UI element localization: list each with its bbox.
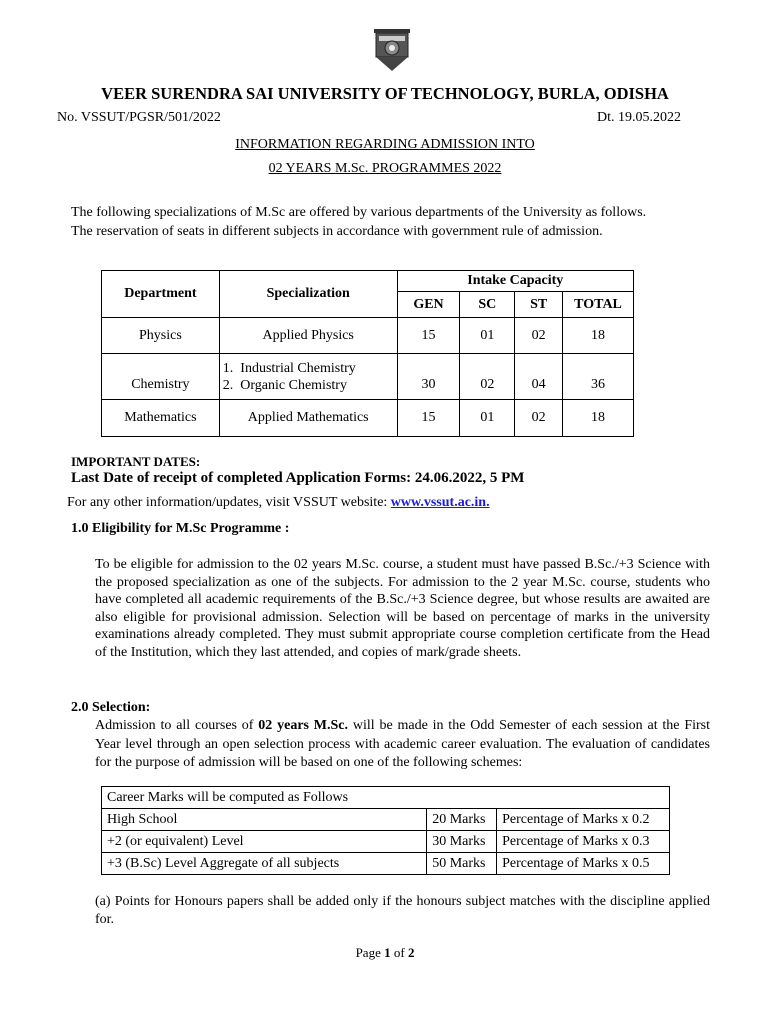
honours-note: (a) Points for Honours papers shall be added only if the honours subject matches with the discipline applied for.: [95, 894, 710, 927]
page-word: Page: [355, 945, 385, 960]
header-department: Department: [102, 271, 220, 318]
career-marks-table: [101, 786, 670, 875]
specialization-cell: Applied Mathematics: [219, 400, 397, 437]
table-row: [102, 831, 670, 853]
marks-cell: 50 Marks: [427, 853, 497, 875]
department-cell: Chemistry: [102, 354, 220, 400]
selection-text-after: will be made in the Odd Semester of each session at the First Year level through an open selection process with academic career evaluation. The evaluation of candidates for the purpose of admission will be based on one of the following schemes:: [95, 718, 711, 770]
sc-cell: 01: [460, 400, 515, 437]
formula-cell: Percentage of Marks x 0.3: [497, 831, 670, 853]
notice-subheading: 02 YEARS M.Sc. PROGRAMMES 2022: [268, 161, 502, 176]
department-cell: Mathematics: [102, 400, 220, 437]
table-row: [102, 809, 670, 831]
header-sc: SC: [460, 292, 515, 318]
selection-paragraph: [95, 717, 710, 773]
specialization-item: 1. Industrial Chemistry: [222, 360, 356, 376]
st-cell: 02: [515, 400, 563, 437]
selection-text-before: Admission to all courses of: [95, 718, 259, 733]
level-cell: +3 (B.Sc) Level Aggregate of all subjects: [102, 853, 427, 875]
marks-cell: 20 Marks: [427, 809, 497, 831]
st-cell: 04: [515, 354, 563, 400]
eligibility-paragraph: To be eligible for admission to the 02 years M.Sc. course, a student must have passed B.Sc./+3 Science with the proposed specialization as one of the subjects. For admission to the 2 year M.Sc. course, students who have completed all academic requirements of the B.Sc./+3 Science degree, but whose results are awaited are also eligible for provisional admission. Selection will be based on percentage of marks in the university examinations already completed. They must submit appropriate course completion certificate from the Head of the Institution, which they last attended, and copies of mark/grade sheets.: [95, 557, 710, 660]
last-date-line: Last Date of receipt of completed Application Forms: 24.06.2022, 5 PM: [71, 470, 525, 486]
website-info-line: [67, 495, 490, 511]
sc-cell: 01: [460, 318, 515, 354]
sc-cell: 02: [460, 354, 515, 400]
table-row: [102, 318, 634, 354]
specialization-table: [101, 270, 634, 437]
page-current: 1: [384, 945, 391, 960]
header-total: TOTAL: [563, 292, 634, 318]
eligibility-heading: 1.0 Eligibility for M.Sc Programme :: [71, 521, 290, 536]
st-cell: 02: [515, 318, 563, 354]
page-of: of: [390, 945, 408, 960]
gen-cell: 15: [397, 400, 460, 437]
formula-cell: Percentage of Marks x 0.5: [497, 853, 670, 875]
specialization-cell: [219, 354, 397, 400]
marks-table-header: Career Marks will be computed as Follows: [102, 787, 670, 809]
reference-number: No. VSSUT/PGSR/501/2022: [57, 110, 221, 125]
department-cell: Physics: [102, 318, 220, 354]
gen-cell: 15: [397, 318, 460, 354]
table-row: [102, 853, 670, 875]
intro-line-1: The following specializations of M.Sc are offered by various departments of the University as follows.: [71, 205, 647, 220]
total-cell: 18: [563, 400, 634, 437]
selection-heading: 2.0 Selection:: [71, 700, 151, 715]
gen-cell: 30: [397, 354, 460, 400]
page-number: [0, 945, 770, 961]
page-total: 2: [407, 945, 415, 960]
important-dates-label: IMPORTANT DATES:: [71, 454, 201, 469]
university-emblem-icon: [372, 27, 412, 73]
specialization-item: 2. Organic Chemistry: [222, 377, 347, 393]
header-st: ST: [515, 292, 563, 318]
header-intake-capacity: Intake Capacity: [397, 271, 633, 292]
selection-text-bold: 02 years M.Sc.: [258, 718, 349, 733]
university-title: VEER SURENDRA SAI UNIVERSITY OF TECHNOLOGY, BURLA, ODISHA: [101, 84, 669, 103]
formula-cell: Percentage of Marks x 0.2: [497, 809, 670, 831]
table-row: [102, 400, 634, 437]
marks-cell: 30 Marks: [427, 831, 497, 853]
level-cell: High School: [102, 809, 427, 831]
notice-date: Dt. 19.05.2022: [597, 110, 681, 125]
website-link[interactable]: www.vssut.ac.in.: [390, 495, 490, 510]
header-gen: GEN: [397, 292, 460, 318]
intro-line-2: The reservation of seats in different subjects in accordance with government rule of admission.: [71, 224, 603, 239]
notice-heading: INFORMATION REGARDING ADMISSION INTO: [235, 137, 535, 152]
intro-paragraph: [71, 203, 646, 241]
specialization-cell: Applied Physics: [219, 318, 397, 354]
level-cell: +2 (or equivalent) Level: [102, 831, 427, 853]
total-cell: 36: [563, 354, 634, 400]
table-row: [102, 354, 634, 400]
website-info-text: For any other information/updates, visit VSSUT website:: [67, 495, 391, 510]
total-cell: 18: [563, 318, 634, 354]
header-specialization: Specialization: [219, 271, 397, 318]
